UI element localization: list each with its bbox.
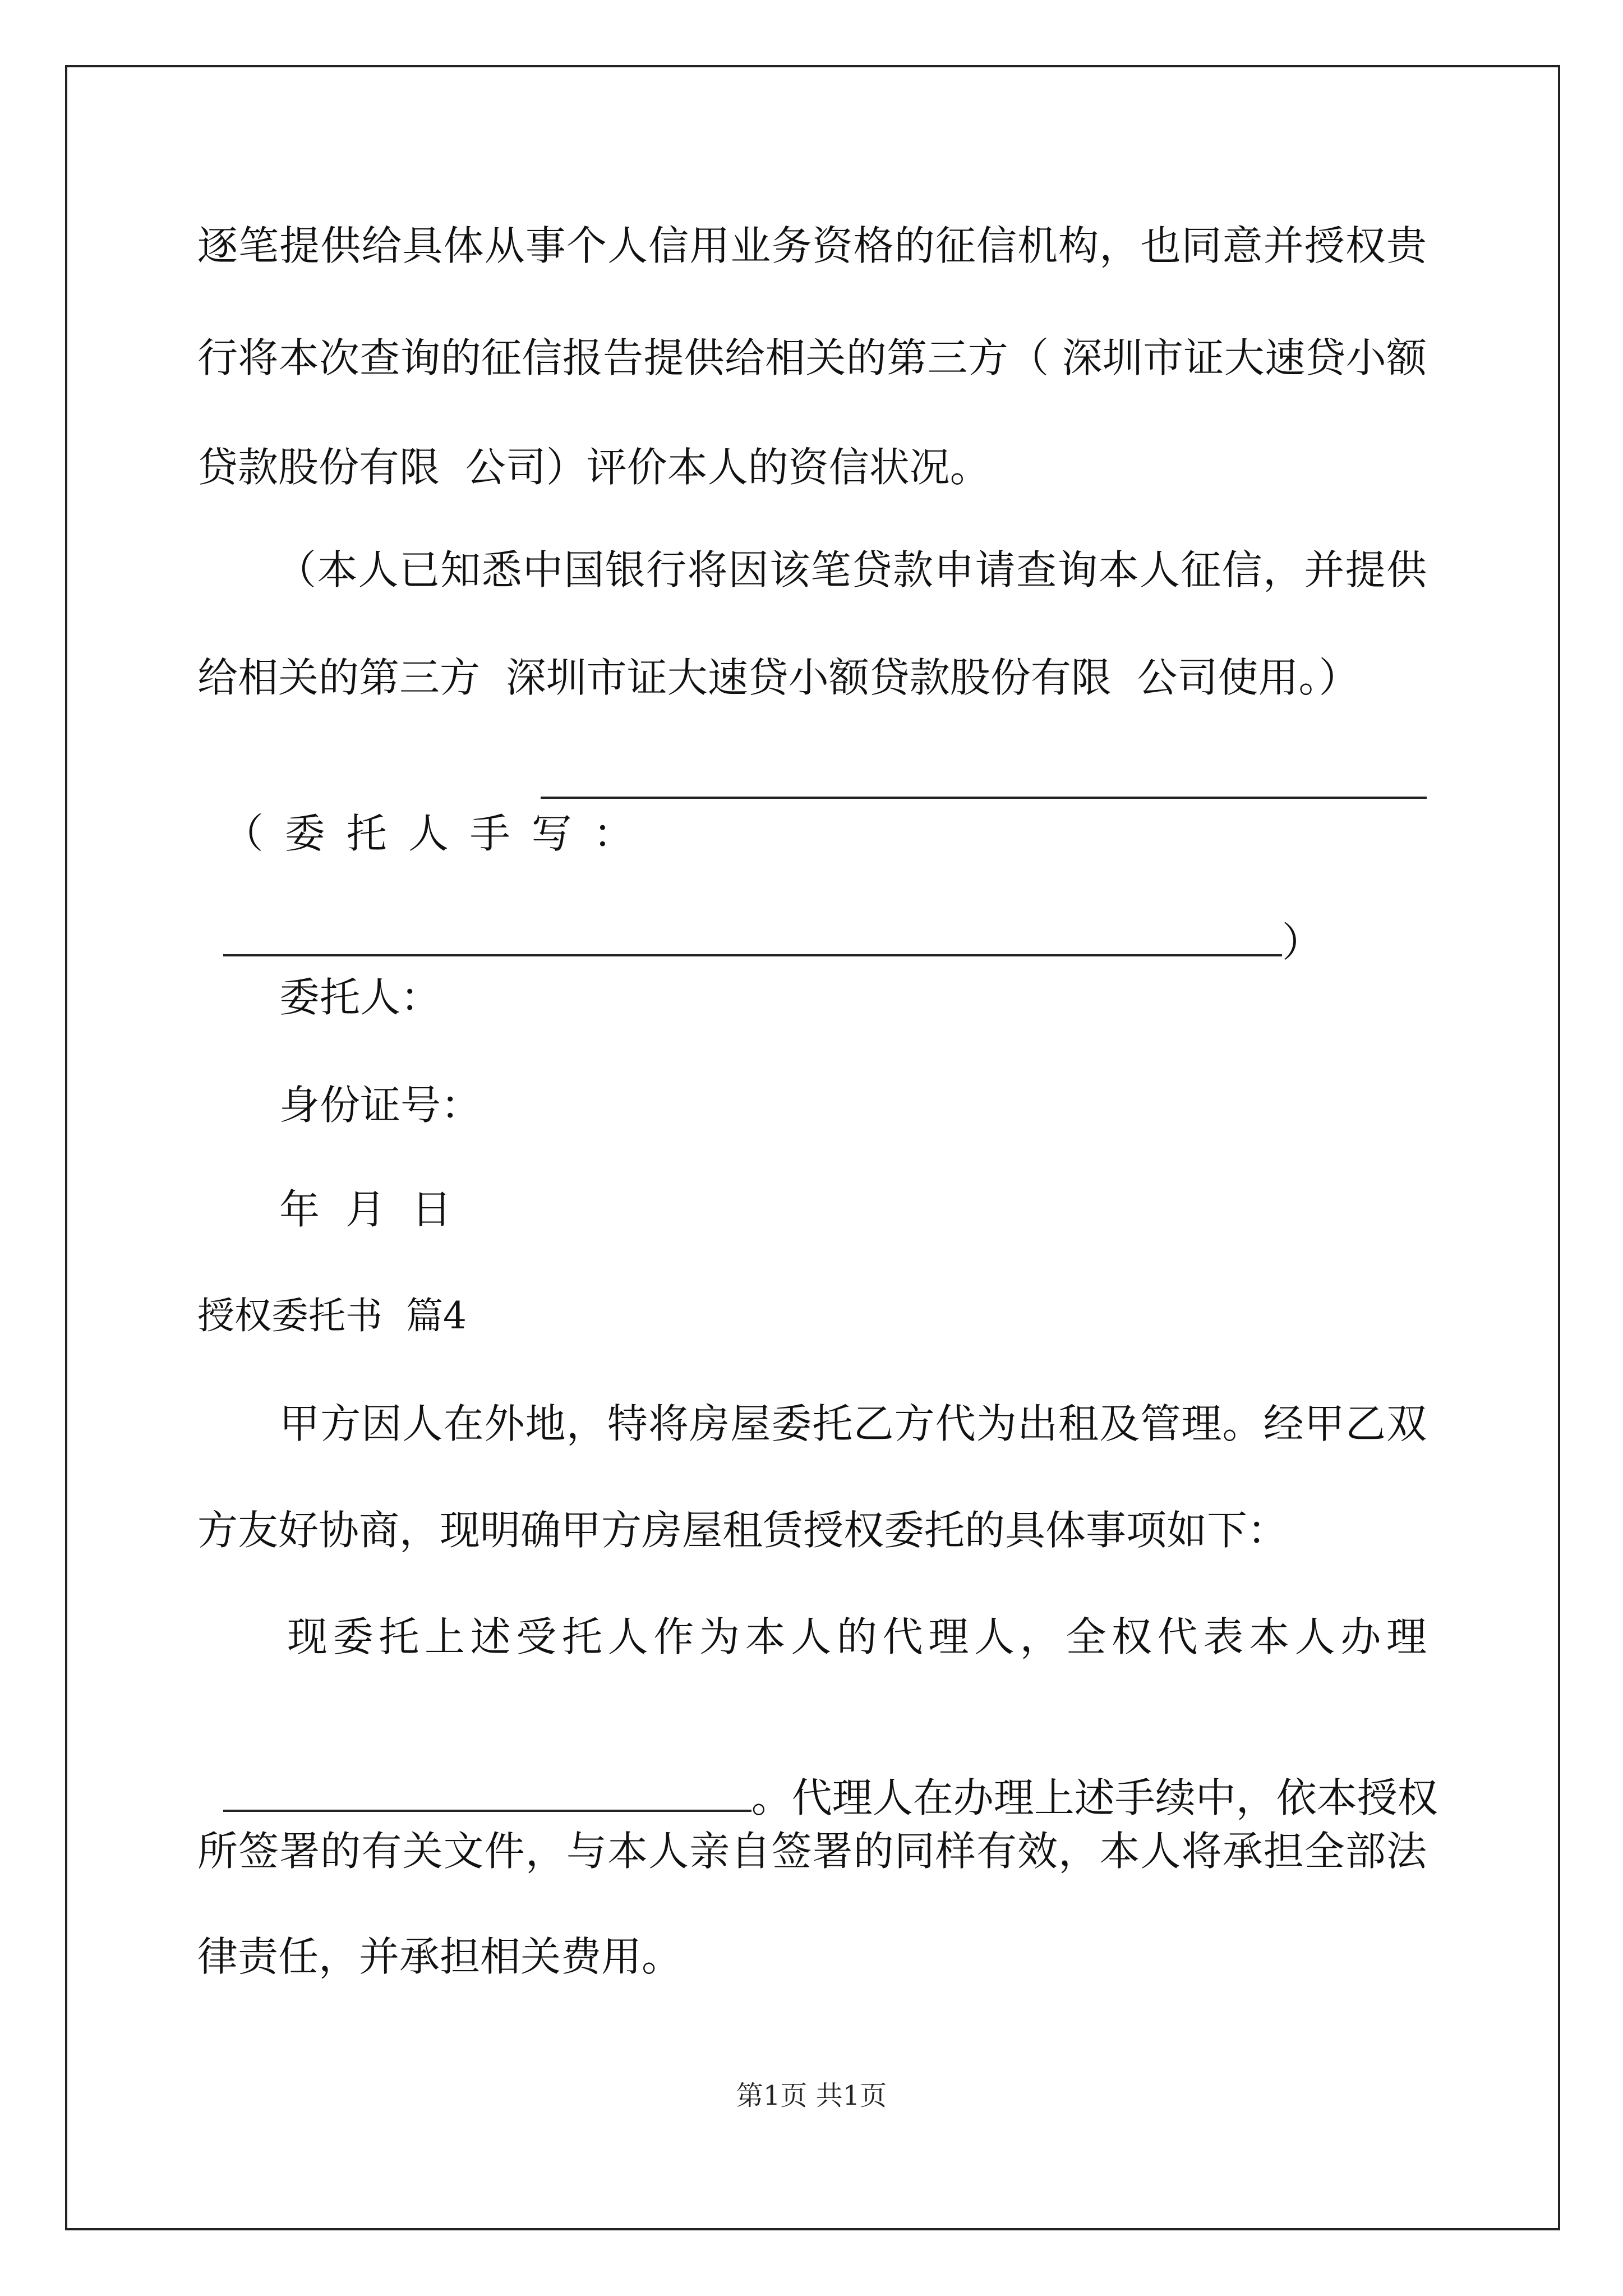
- body-line-with-blank: [197, 1717, 1438, 1821]
- paragraph-line: 给相关的第三方 深圳市证大速贷小额贷款股份有限 公司使用。）: [197, 654, 1359, 701]
- handwrite-label: （委托人手写：: [223, 810, 655, 857]
- section-title: 授权委托书 篇4: [197, 1294, 467, 1337]
- handwrite-blank-line-2[interactable]: [223, 915, 1282, 956]
- body-line: 现委托上述受托人作为本人的代理人，全权代表本人办理: [287, 1613, 1427, 1660]
- handwrite-row-2: [197, 861, 1427, 966]
- handwrite-row: [197, 753, 1427, 857]
- handwrite-close: ）: [1281, 919, 1322, 966]
- paragraph-line: （本人已知悉中国银行将因该笔贷款申请查询本人征信，并提供: [276, 546, 1427, 593]
- body-line-continued: 。代理人在办理上述手续中，依本授权: [751, 1774, 1438, 1821]
- page-footer: 第1页 共1页: [736, 2080, 887, 2111]
- paragraph-line: 行将本次查询的征信报告提供给相关的第三方（ 深圳市证大速贷小额: [197, 334, 1427, 381]
- date-label: 年 月 日: [279, 1186, 452, 1233]
- page-frame: [65, 65, 1560, 2230]
- body-line: 律责任，并承担相关费用。: [197, 1933, 683, 1980]
- body-line: 甲方因人在外地，特将房屋委托乙方代为出租及管理。经甲乙双: [279, 1400, 1427, 1447]
- body-line: 所签署的有关文件，与本人亲自签署的同样有效，本人将承担全部法: [197, 1828, 1427, 1875]
- paragraph-line: 贷款股份有限 公司）评价本人的资信状况。: [197, 444, 990, 491]
- paragraph-line: 逐笔提供给具体从事个人信用业务资格的征信机构，也同意并授权贵: [197, 222, 1427, 269]
- id-number-label: 身份证号：: [279, 1082, 482, 1129]
- principal-label: 委托人：: [279, 974, 441, 1021]
- body-line: 方友好协商，现明确甲方房屋租赁授权委托的具体事项如下：: [197, 1507, 1288, 1554]
- handwrite-blank-line-1[interactable]: [541, 757, 1427, 799]
- agency-item-blank[interactable]: [223, 1770, 751, 1812]
